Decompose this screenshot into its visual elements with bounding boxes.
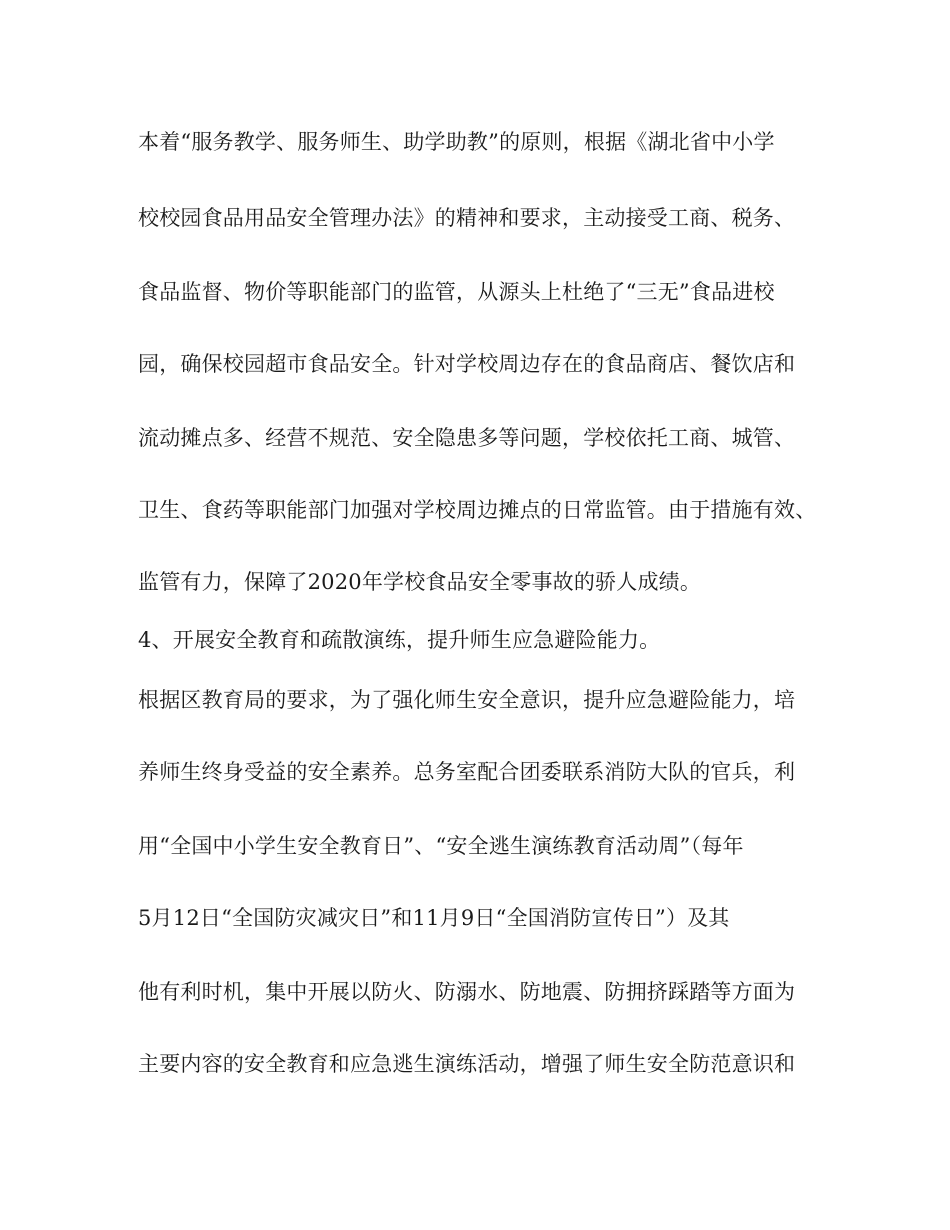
text-line: 本着“服务教学、服务师生、助学助教”的原则，根据《湖北省中小学 (138, 130, 775, 154)
text-line: 校校园食品用品安全管理办法》的精神和要求，主动接受工商、税务、 (138, 206, 796, 230)
text-line: 养师生终身受益的安全素养。总务室配合团委联系消防大队的官兵，利 (138, 760, 796, 784)
text-line: 监管有力，保障了2020年学校食品安全零事故的骄人成绩。 (138, 570, 702, 594)
text-line: 主要内容的安全教育和应急逃生演练活动，增强了师生安全防范意识和 (138, 1052, 796, 1076)
text-line: 他有利时机，集中开展以防火、防溺水、防地震、防拥挤踩踏等方面为 (138, 980, 796, 1004)
text-line: 流动摊点多、经营不规范、安全隐患多等问题，学校依托工商、城管、 (138, 426, 796, 450)
text-line: 食品监督、物价等职能部门的监管，从源头上杜绝了“三无”食品进校 (138, 280, 775, 304)
text-line: 卫生、食药等职能部门加强对学校周边摊点的日常监管。由于措施有效、 (138, 498, 817, 522)
text-line: 根据区教育局的要求，为了强化师生安全意识，提升应急避险能力，培 (138, 688, 796, 712)
section-heading: 4、开展安全教育和疏散演练，提升师生应急避险能力。 (138, 628, 661, 652)
text-line: 用“全国中小学生安全教育日”、“安全逃生演练教育活动周”（每年 (138, 834, 744, 858)
text-line: 5月12日“全国防灾减灾日”和11月9日“全国消防宣传日”）及其 (138, 906, 730, 930)
text-line: 园，确保校园超市食品安全。针对学校周边存在的食品商店、餐饮店和 (138, 352, 796, 376)
